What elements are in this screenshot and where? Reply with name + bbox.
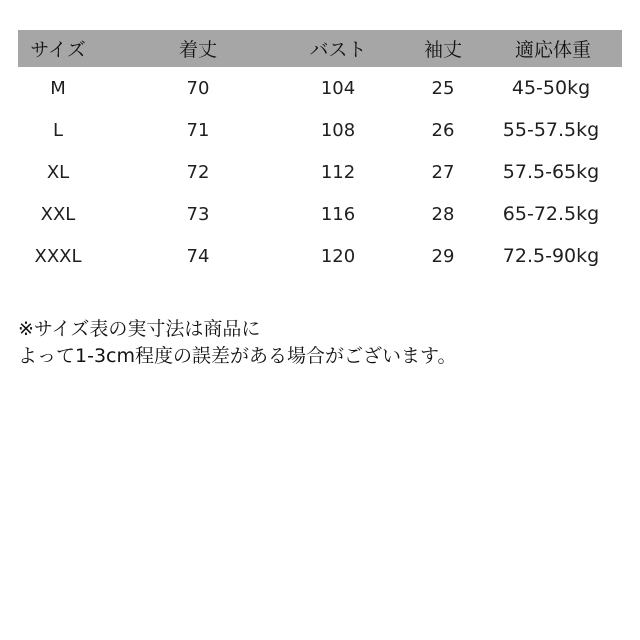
cell-sleeve: 28 [431, 203, 455, 225]
cell-size: XXL [40, 203, 76, 225]
cell-weight: 45-50kg [511, 77, 591, 99]
note-line-1: ※サイズ表の実寸法は商品に [18, 318, 261, 340]
header-length: 着丈 [178, 39, 217, 61]
note-line-2: よって1-3cm程度の誤差がある場合がございます。 [18, 345, 457, 367]
cell-bust: 116 [320, 203, 356, 225]
cell-weight: 65-72.5kg [502, 203, 600, 225]
table-row [18, 235, 622, 277]
cell-weight: 55-57.5kg [502, 119, 600, 141]
header-size: サイズ [30, 39, 86, 61]
size-table [18, 30, 622, 277]
cell-bust: 104 [320, 77, 356, 99]
table-header-row [18, 30, 622, 67]
cell-length: 73 [186, 203, 210, 225]
cell-sleeve: 25 [431, 77, 455, 99]
cell-length: 71 [186, 119, 210, 141]
cell-sleeve: 27 [431, 161, 455, 183]
table-row [18, 109, 622, 151]
table-row [18, 193, 622, 235]
cell-bust: 108 [320, 119, 356, 141]
header-bust: バスト [309, 39, 367, 61]
cell-bust: 112 [320, 161, 356, 183]
cell-length: 74 [186, 245, 210, 267]
cell-weight: 72.5-90kg [502, 245, 600, 267]
cell-size: L [52, 119, 64, 141]
cell-size: M [50, 77, 66, 99]
cell-size: XL [46, 161, 70, 183]
header-sleeve: 袖丈 [423, 39, 462, 61]
cell-length: 70 [186, 77, 210, 99]
table-row [18, 67, 622, 109]
cell-size: XXXL [34, 245, 82, 267]
size-note [18, 316, 456, 370]
cell-bust: 120 [320, 245, 356, 267]
cell-weight: 57.5-65kg [502, 161, 600, 183]
cell-sleeve: 26 [431, 119, 455, 141]
header-weight: 適応体重 [514, 39, 591, 61]
table-row [18, 151, 622, 193]
cell-sleeve: 29 [431, 245, 455, 267]
cell-length: 72 [186, 161, 210, 183]
